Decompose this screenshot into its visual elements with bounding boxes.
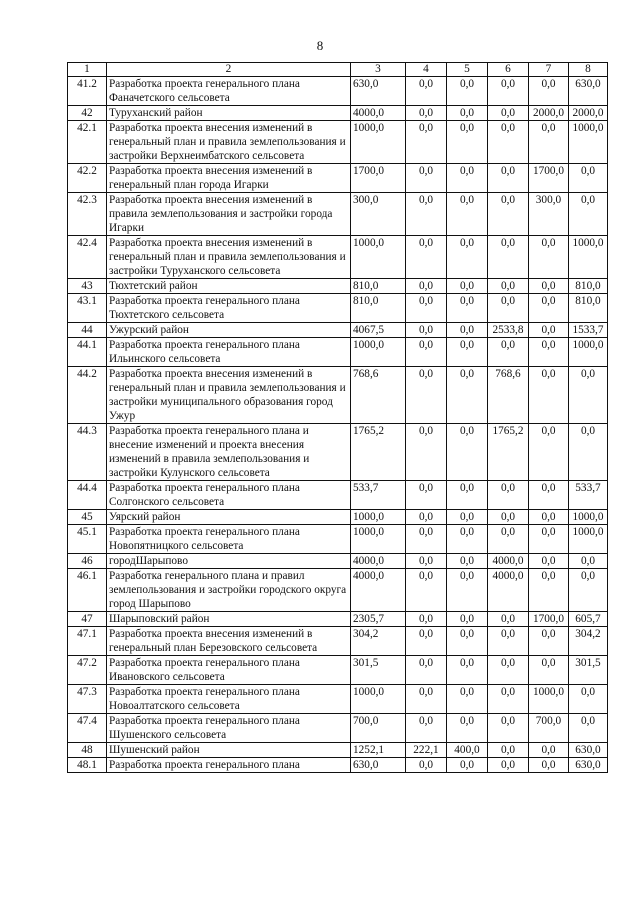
- value-col-8: 533,7: [569, 481, 608, 510]
- value-col-7: 0,0: [529, 294, 569, 323]
- row-code: 47.2: [68, 656, 107, 685]
- value-col-8: 605,7: [569, 612, 608, 627]
- value-col-3: 1765,2: [351, 424, 406, 481]
- row-description: Разработка проекта внесения изменений в генеральный план и правила землепользования и застройки Туруханского сельсовета: [107, 236, 351, 279]
- row-description: Разработка проекта внесения изменений в правила землепользования и застройки города Игарки: [107, 193, 351, 236]
- value-col-7: 1000,0: [529, 685, 569, 714]
- row-code: 48.1: [68, 758, 107, 773]
- row-description: Разработка проекта генерального плана Ильинского сельсовета: [107, 338, 351, 367]
- value-col-4: 0,0: [406, 481, 447, 510]
- table-row: [68, 338, 608, 367]
- value-col-4: 0,0: [406, 164, 447, 193]
- value-col-6: 0,0: [488, 164, 529, 193]
- value-col-4: 0,0: [406, 77, 447, 106]
- row-code: 43.1: [68, 294, 107, 323]
- value-col-6: 0,0: [488, 77, 529, 106]
- row-description: Разработка проекта генерального плана и внесение изменений и проекта внесения изменений в правила землепользования и застройки Кулунского сельсовета: [107, 424, 351, 481]
- value-col-5: 0,0: [447, 481, 488, 510]
- row-description: Разработка проекта внесения изменений в генеральный план и правила землепользования и застройки муниципального образования город Ужур: [107, 367, 351, 424]
- value-col-4: 0,0: [406, 714, 447, 743]
- value-col-7: 2000,0: [529, 106, 569, 121]
- row-code: 42: [68, 106, 107, 121]
- row-code: 45.1: [68, 525, 107, 554]
- table-row: [68, 685, 608, 714]
- value-col-3: 1000,0: [351, 338, 406, 367]
- row-description: Разработка проекта внесения изменений в генеральный план города Игарки: [107, 164, 351, 193]
- value-col-4: 0,0: [406, 569, 447, 612]
- table-row: [68, 424, 608, 481]
- value-col-8: 1000,0: [569, 525, 608, 554]
- value-col-5: 0,0: [447, 77, 488, 106]
- row-description: Разработка генерального плана и правил землепользования и застройки городского округа город Шарыпово: [107, 569, 351, 612]
- row-description: Разработка проекта внесения изменений в генеральный план Березовского сельсовета: [107, 627, 351, 656]
- value-col-6: 2533,8: [488, 323, 529, 338]
- value-col-4: 0,0: [406, 236, 447, 279]
- row-description: Разработка проекта генерального плана Новоалтатского сельсовета: [107, 685, 351, 714]
- value-col-3: 4000,0: [351, 554, 406, 569]
- value-col-4: 0,0: [406, 367, 447, 424]
- value-col-8: 0,0: [569, 193, 608, 236]
- value-col-4: 0,0: [406, 554, 447, 569]
- table-row: [68, 279, 608, 294]
- value-col-7: 0,0: [529, 743, 569, 758]
- value-col-4: 0,0: [406, 294, 447, 323]
- value-col-7: 300,0: [529, 193, 569, 236]
- value-col-5: 0,0: [447, 510, 488, 525]
- column-header: 4: [406, 63, 447, 77]
- value-col-6: 0,0: [488, 612, 529, 627]
- value-col-8: 0,0: [569, 554, 608, 569]
- table-row: [68, 714, 608, 743]
- row-description: Разработка проекта внесения изменений в генеральный план и правила землепользования и застройки Верхнеимбатского сельсовета: [107, 121, 351, 164]
- value-col-5: 0,0: [447, 685, 488, 714]
- value-col-3: 1252,1: [351, 743, 406, 758]
- value-col-6: 1765,2: [488, 424, 529, 481]
- value-col-4: 0,0: [406, 656, 447, 685]
- value-col-7: 0,0: [529, 554, 569, 569]
- row-code: 46: [68, 554, 107, 569]
- value-col-7: 0,0: [529, 424, 569, 481]
- value-col-4: 0,0: [406, 758, 447, 773]
- value-col-8: 810,0: [569, 279, 608, 294]
- row-code: 44.2: [68, 367, 107, 424]
- value-col-8: 1000,0: [569, 121, 608, 164]
- value-col-3: 630,0: [351, 77, 406, 106]
- row-description: Уярский район: [107, 510, 351, 525]
- table-row: [68, 236, 608, 279]
- value-col-5: 0,0: [447, 236, 488, 279]
- value-col-3: 301,5: [351, 656, 406, 685]
- value-col-8: 1000,0: [569, 338, 608, 367]
- row-description: Разработка проекта генерального плана Солгонского сельсовета: [107, 481, 351, 510]
- value-col-8: 0,0: [569, 367, 608, 424]
- value-col-8: 0,0: [569, 164, 608, 193]
- value-col-4: 0,0: [406, 612, 447, 627]
- value-col-5: 0,0: [447, 424, 488, 481]
- value-col-4: 0,0: [406, 338, 447, 367]
- value-col-4: 222,1: [406, 743, 447, 758]
- value-col-3: 1000,0: [351, 685, 406, 714]
- value-col-6: 0,0: [488, 714, 529, 743]
- table-row: [68, 367, 608, 424]
- value-col-3: 768,6: [351, 367, 406, 424]
- row-description: Разработка проекта генерального плана Новопятницкого сельсовета: [107, 525, 351, 554]
- table-row: [68, 627, 608, 656]
- value-col-8: 1000,0: [569, 510, 608, 525]
- table-row: [68, 554, 608, 569]
- value-col-5: 0,0: [447, 758, 488, 773]
- row-description: Разработка проекта генерального плана Фаначетского сельсовета: [107, 77, 351, 106]
- value-col-6: 0,0: [488, 279, 529, 294]
- value-col-6: 0,0: [488, 481, 529, 510]
- column-header: 3: [351, 63, 406, 77]
- row-code: 42.4: [68, 236, 107, 279]
- row-code: 44.3: [68, 424, 107, 481]
- row-code: 46.1: [68, 569, 107, 612]
- value-col-7: 0,0: [529, 627, 569, 656]
- value-col-6: 0,0: [488, 338, 529, 367]
- row-code: 41.2: [68, 77, 107, 106]
- table-row: [68, 294, 608, 323]
- value-col-7: 1700,0: [529, 612, 569, 627]
- column-header: 2: [107, 63, 351, 77]
- value-col-8: 0,0: [569, 714, 608, 743]
- value-col-6: 4000,0: [488, 569, 529, 612]
- table-header-row: [68, 63, 608, 77]
- value-col-7: 0,0: [529, 367, 569, 424]
- value-col-6: 0,0: [488, 758, 529, 773]
- value-col-5: 0,0: [447, 164, 488, 193]
- row-description: городШарыпово: [107, 554, 351, 569]
- value-col-6: 0,0: [488, 193, 529, 236]
- table-row: [68, 656, 608, 685]
- value-col-7: 0,0: [529, 510, 569, 525]
- value-col-6: 0,0: [488, 510, 529, 525]
- row-code: 47.1: [68, 627, 107, 656]
- table-row: [68, 481, 608, 510]
- row-description: Разработка проекта генерального плана Ивановского сельсовета: [107, 656, 351, 685]
- row-code: 42.3: [68, 193, 107, 236]
- value-col-7: 0,0: [529, 569, 569, 612]
- row-description: Шарыповский район: [107, 612, 351, 627]
- value-col-6: 0,0: [488, 627, 529, 656]
- value-col-8: 810,0: [569, 294, 608, 323]
- value-col-8: 1533,7: [569, 323, 608, 338]
- value-col-8: 630,0: [569, 743, 608, 758]
- value-col-7: 1700,0: [529, 164, 569, 193]
- value-col-8: 304,2: [569, 627, 608, 656]
- value-col-8: 630,0: [569, 758, 608, 773]
- value-col-3: 4000,0: [351, 569, 406, 612]
- table-row: [68, 77, 608, 106]
- value-col-6: 0,0: [488, 294, 529, 323]
- value-col-8: 0,0: [569, 685, 608, 714]
- value-col-7: 0,0: [529, 525, 569, 554]
- column-header: 8: [569, 63, 608, 77]
- row-code: 48: [68, 743, 107, 758]
- value-col-8: 1000,0: [569, 236, 608, 279]
- row-description: Разработка проекта генерального плана: [107, 758, 351, 773]
- value-col-4: 0,0: [406, 121, 447, 164]
- value-col-3: 630,0: [351, 758, 406, 773]
- row-code: 47.4: [68, 714, 107, 743]
- column-header: 6: [488, 63, 529, 77]
- value-col-6: 0,0: [488, 106, 529, 121]
- row-code: 47: [68, 612, 107, 627]
- value-col-8: 0,0: [569, 569, 608, 612]
- table-body: [68, 77, 608, 773]
- value-col-8: 2000,0: [569, 106, 608, 121]
- value-col-8: 301,5: [569, 656, 608, 685]
- table-row: [68, 510, 608, 525]
- row-code: 42.1: [68, 121, 107, 164]
- value-col-8: 0,0: [569, 424, 608, 481]
- table-row: [68, 612, 608, 627]
- value-col-7: 0,0: [529, 77, 569, 106]
- row-code: 45: [68, 510, 107, 525]
- value-col-5: 0,0: [447, 323, 488, 338]
- row-description: Тюхтетский район: [107, 279, 351, 294]
- value-col-7: 0,0: [529, 323, 569, 338]
- budget-table: [67, 62, 608, 773]
- page-number: 8: [316, 38, 324, 53]
- value-col-5: 0,0: [447, 569, 488, 612]
- value-col-8: 630,0: [569, 77, 608, 106]
- value-col-7: 0,0: [529, 481, 569, 510]
- row-description: Шушенский район: [107, 743, 351, 758]
- value-col-5: 0,0: [447, 121, 488, 164]
- row-code: 47.3: [68, 685, 107, 714]
- row-code: 42.2: [68, 164, 107, 193]
- value-col-3: 810,0: [351, 294, 406, 323]
- value-col-5: 0,0: [447, 612, 488, 627]
- value-col-4: 0,0: [406, 685, 447, 714]
- value-col-3: 1700,0: [351, 164, 406, 193]
- value-col-4: 0,0: [406, 627, 447, 656]
- table-row: [68, 323, 608, 338]
- column-header: 5: [447, 63, 488, 77]
- table-row: [68, 121, 608, 164]
- value-col-5: 0,0: [447, 193, 488, 236]
- value-col-6: 0,0: [488, 743, 529, 758]
- row-description: Туруханский район: [107, 106, 351, 121]
- value-col-7: 0,0: [529, 121, 569, 164]
- value-col-5: 0,0: [447, 525, 488, 554]
- value-col-3: 304,2: [351, 627, 406, 656]
- value-col-3: 533,7: [351, 481, 406, 510]
- table-row: [68, 193, 608, 236]
- value-col-5: 0,0: [447, 279, 488, 294]
- value-col-6: 0,0: [488, 121, 529, 164]
- value-col-3: 1000,0: [351, 236, 406, 279]
- value-col-5: 0,0: [447, 106, 488, 121]
- row-description: Разработка проекта генерального плана Шушенского сельсовета: [107, 714, 351, 743]
- table-row: [68, 106, 608, 121]
- value-col-4: 0,0: [406, 323, 447, 338]
- value-col-3: 1000,0: [351, 510, 406, 525]
- value-col-6: 0,0: [488, 525, 529, 554]
- row-code: 43: [68, 279, 107, 294]
- value-col-5: 0,0: [447, 294, 488, 323]
- value-col-5: 0,0: [447, 554, 488, 569]
- value-col-3: 300,0: [351, 193, 406, 236]
- value-col-6: 0,0: [488, 656, 529, 685]
- row-code: 44.4: [68, 481, 107, 510]
- row-code: 44: [68, 323, 107, 338]
- value-col-6: 768,6: [488, 367, 529, 424]
- value-col-5: 0,0: [447, 338, 488, 367]
- value-col-7: 0,0: [529, 279, 569, 294]
- value-col-4: 0,0: [406, 424, 447, 481]
- value-col-3: 700,0: [351, 714, 406, 743]
- column-header: 7: [529, 63, 569, 77]
- value-col-3: 2305,7: [351, 612, 406, 627]
- value-col-5: 0,0: [447, 367, 488, 424]
- value-col-5: 0,0: [447, 627, 488, 656]
- value-col-3: 4067,5: [351, 323, 406, 338]
- value-col-7: 0,0: [529, 758, 569, 773]
- value-col-6: 4000,0: [488, 554, 529, 569]
- row-description: Ужурский район: [107, 323, 351, 338]
- row-code: 44.1: [68, 338, 107, 367]
- value-col-7: 700,0: [529, 714, 569, 743]
- value-col-7: 0,0: [529, 236, 569, 279]
- table-row: [68, 743, 608, 758]
- table-row: [68, 525, 608, 554]
- value-col-7: 0,0: [529, 656, 569, 685]
- value-col-3: 1000,0: [351, 525, 406, 554]
- value-col-5: 0,0: [447, 656, 488, 685]
- value-col-6: 0,0: [488, 236, 529, 279]
- value-col-4: 0,0: [406, 193, 447, 236]
- value-col-3: 810,0: [351, 279, 406, 294]
- value-col-4: 0,0: [406, 106, 447, 121]
- value-col-7: 0,0: [529, 338, 569, 367]
- table-row: [68, 164, 608, 193]
- value-col-4: 0,0: [406, 510, 447, 525]
- value-col-4: 0,0: [406, 279, 447, 294]
- table-row: [68, 758, 608, 773]
- row-description: Разработка проекта генерального плана Тюхтетского сельсовета: [107, 294, 351, 323]
- column-header: 1: [68, 63, 107, 77]
- value-col-5: 400,0: [447, 743, 488, 758]
- table-row: [68, 569, 608, 612]
- value-col-5: 0,0: [447, 714, 488, 743]
- value-col-4: 0,0: [406, 525, 447, 554]
- value-col-3: 1000,0: [351, 121, 406, 164]
- value-col-3: 4000,0: [351, 106, 406, 121]
- value-col-6: 0,0: [488, 685, 529, 714]
